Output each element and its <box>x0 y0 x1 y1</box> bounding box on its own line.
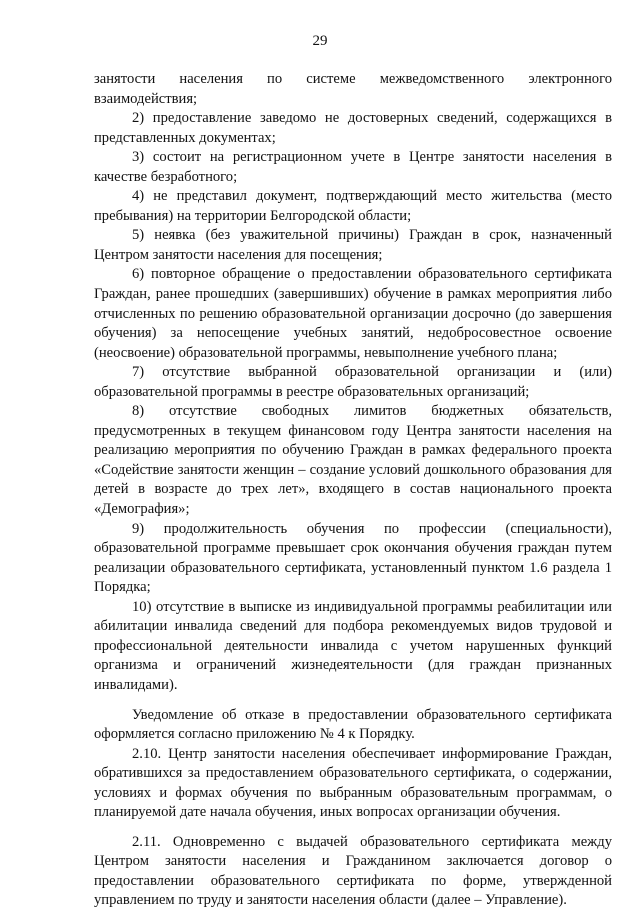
paragraph-item-6: 6) повторное обращение о предоставлении образовательного сертификата Граждан, ранее прошедших (завершивших) обучение в рамках мероприятия либо отчисленных по решению образовательной организации досрочно (до завершения обучения) за непосещение учебных занятий, недобросовестное освоение (неосвоение) образовательной программы, невыполнение учебного плана; <box>94 266 612 361</box>
paragraph-item-8: 8) отсутствие свободных лимитов бюджетных обязательств, предусмотренных в текущем финансовом году Центра занятости населения на реализацию мероприятия по обучению Граждан в рамках федерального проекта «Содействие занятости женщин – создание условий дошкольного образования для детей в возрасте до трех лет», входящего в состав национального проекта «Демография»; <box>94 403 612 518</box>
paragraph-section-2-10: 2.10. Центр занятости населения обеспечивает информирование Граждан, обратившихся за предоставлением образовательного сертификата, о содержании, условиях и формах обучения по выбранным образовательным программам, о планируемой дате начала обучения, иных вопросах организации обучения. <box>94 745 612 821</box>
paragraph-item-7: 7) отсутствие выбранной образовательной организации и (или) образовательной программы в реестре образовательных организаций; <box>94 364 612 400</box>
paragraph-item-4: 4) не представил документ, подтверждающий место жительства (место пребывания) на территории Белгородской области; <box>94 188 612 224</box>
page-number: 29 <box>312 33 328 49</box>
paragraph-item-5: 5) неявка (без уважительной причины) Граждан в срок, назначенный Центром занятости населения для посещения; <box>94 227 612 263</box>
paragraph-item-3: 3) состоит на регистрационном учете в Центре занятости населения в качестве безработного; <box>94 149 612 185</box>
paragraph-continuation: занятости населения по системе межведомственного электронного взаимодействия; <box>94 71 612 107</box>
paragraph-item-9: 9) продолжительность обучения по профессии (специальности), образовательной программе превышает срок окончания обучения граждан путем реализации образовательного сертификата, установленный пунктом 1.6 раздела 1 Порядка; <box>94 520 612 596</box>
paragraph-item-2: 2) предоставление заведомо не достоверных сведений, содержащихся в представленных документах; <box>94 110 612 146</box>
paragraph-item-10: 10) отсутствие в выписке из индивидуальной программы реабилитации или абилитации инвалида сведений для подбора рекомендуемых видов трудовой и профессиональной деятельности инвалида с учетом нарушенных функций организма и ограничений жизнедеятельности (для граждан признанных инвалидами). <box>94 598 612 693</box>
paragraph-section-2-11: 2.11. Одновременно с выдачей образовательного сертификата между Центром занятости населения и Гражданином заключается договор о предоставлении образовательного сертификата по форме, утвержденной управлением по труду и занятости населения области (далее – Управление). <box>94 833 612 909</box>
document-body <box>94 70 612 911</box>
paragraph-refusal-notice: Уведомление об отказе в предоставлении образовательного сертификата оформляется согласно приложению № 4 к Порядку. <box>94 706 612 743</box>
